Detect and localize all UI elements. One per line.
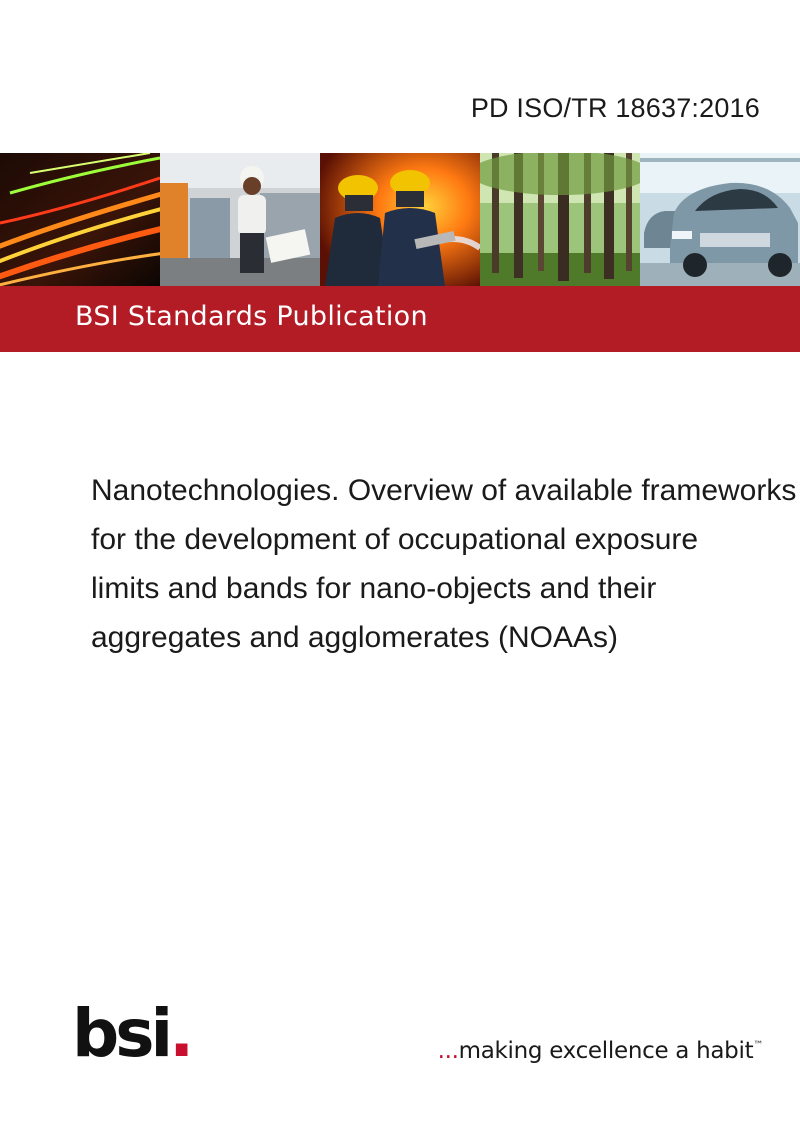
publication-banner [0, 286, 800, 352]
document-number: PD ISO/TR 18637:2016 [470, 93, 760, 123]
forest-photo [480, 153, 640, 286]
car-factory-photo [640, 153, 800, 286]
bsi-logo [72, 995, 191, 1072]
title-line: for the development of occupational exposure [91, 523, 699, 556]
banner-title: BSI Standards Publication [75, 301, 428, 332]
firefighters-photo [320, 153, 480, 286]
title-line: limits and bands for nano-objects and their [91, 572, 657, 605]
trademark-symbol: ™ [753, 1040, 763, 1051]
tagline-dots: ... [437, 1038, 459, 1064]
logo-text: bsi [72, 995, 170, 1072]
document-title [91, 466, 800, 662]
title-line: Nanotechnologies. Overview of available frameworks [91, 474, 797, 507]
title-line: aggregates and agglomerates (NOAAs) [91, 621, 618, 654]
logo-dot: . [169, 995, 191, 1072]
photo-strip [0, 153, 800, 286]
warehouse-worker-photo [160, 153, 320, 286]
light-trails-photo [0, 153, 160, 286]
tagline [438, 1038, 763, 1064]
tagline-text: making excellence a habit [458, 1038, 754, 1064]
